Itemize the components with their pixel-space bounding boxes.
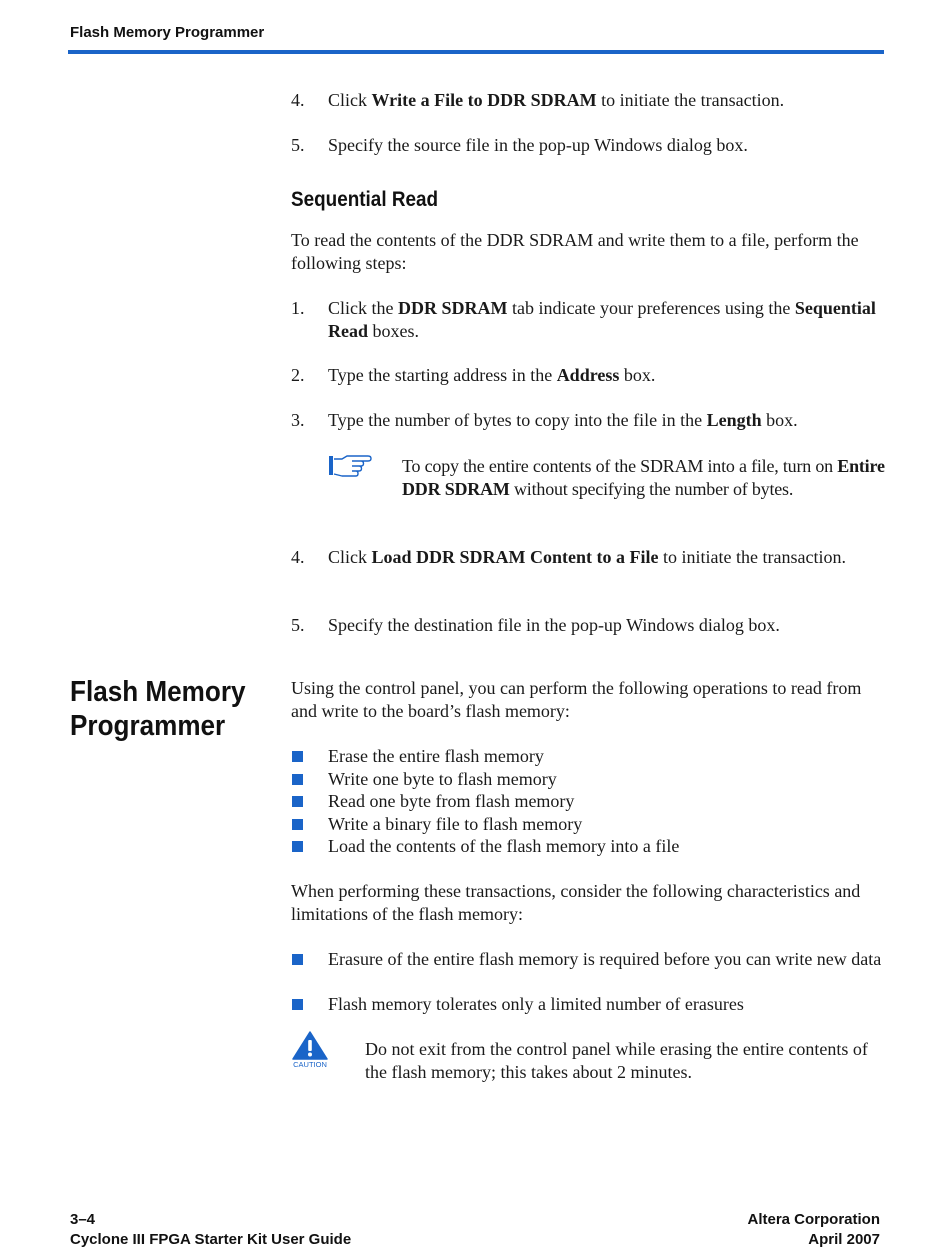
- list-item-text: Flash memory tolerates only a limited number of erasures: [328, 994, 744, 1014]
- list-item-text: Write one byte to flash memory: [328, 769, 557, 789]
- step-number: 2.: [291, 365, 305, 385]
- step-text: Specify the destination file in the pop-up Windows dialog box.: [328, 615, 780, 635]
- note-text-part: To copy the entire contents of the SDRAM into a file, turn on: [402, 456, 838, 476]
- step-text-part: Type the starting address in the: [328, 365, 557, 385]
- step-number: 1.: [291, 298, 305, 318]
- flash-intro: Using the control panel, you can perform the following operations to read from and write to the board’s flash memory:: [291, 678, 862, 721]
- footer-date: April 2007: [808, 1231, 880, 1248]
- section-heading-line: Flash Memory: [70, 676, 246, 708]
- step-bold-term: Write a File to DDR SDRAM: [371, 90, 597, 110]
- step-text: [328, 409, 888, 432]
- header-rule: [68, 50, 884, 54]
- step-text-part: to initiate the transaction.: [596, 90, 785, 110]
- step-text: [328, 89, 888, 112]
- footer-page-number: 3–4: [70, 1211, 96, 1228]
- list-item-text: Erase the entire flash memory: [328, 746, 544, 766]
- bullet-square-icon: [292, 751, 303, 762]
- bullet-square-icon: [292, 819, 303, 830]
- footer-left: [70, 1210, 351, 1250]
- section-heading: [70, 675, 259, 743]
- bullet-square-icon: [292, 954, 303, 965]
- footer-right: [747, 1210, 880, 1250]
- pointing-hand-icon: [328, 454, 372, 478]
- caution-text: Do not exit from the control panel while erasing the entire contents of the flash memory; this takes about 2 minutes.: [365, 1039, 868, 1082]
- step-number: 3.: [291, 410, 305, 430]
- step-text: [328, 364, 888, 387]
- step-number: 5.: [291, 615, 305, 635]
- bullet-square-icon: [292, 999, 303, 1010]
- step-text-part: Type the number of bytes to copy into the file in the: [328, 410, 707, 430]
- caution-label: CAUTION: [293, 1060, 327, 1069]
- list-item-text: Write a binary file to flash memory: [328, 814, 583, 834]
- step-number: 5.: [291, 135, 305, 155]
- step-text-part: boxes.: [368, 321, 419, 341]
- step-text-part: Click: [328, 90, 372, 110]
- step-text-part: Click: [328, 547, 372, 567]
- step-text-part: box.: [619, 365, 656, 385]
- step-text-part: box.: [761, 410, 798, 430]
- step-text-part: to initiate the transaction.: [658, 547, 846, 567]
- note-text-part: without specifying the number of bytes.: [509, 479, 794, 499]
- section-heading-line: Programmer: [70, 710, 226, 742]
- running-header-title: Flash Memory Programmer: [70, 24, 265, 41]
- bullet-square-icon: [292, 796, 303, 807]
- bullet-square-icon: [292, 774, 303, 785]
- step-bold-term: DDR SDRAM: [398, 298, 508, 318]
- list-item-text: Load the contents of the flash memory into a file: [328, 836, 680, 856]
- step-bold-term: Address: [556, 365, 620, 385]
- step-bold-term: Load DDR SDRAM Content to a File: [371, 547, 659, 567]
- footer-company: Altera Corporation: [747, 1211, 880, 1228]
- step-text-part: Click the: [328, 298, 398, 318]
- caution-icon: [291, 1031, 329, 1069]
- step-bold-term: Sequential Read: [328, 298, 876, 341]
- step-number: 4.: [291, 90, 305, 110]
- step-text: [328, 297, 888, 343]
- subsection-heading: Sequential Read: [291, 188, 439, 211]
- bullet-square-icon: [292, 841, 303, 852]
- footer-guide-title: Cyclone III FPGA Starter Kit User Guide: [70, 1231, 352, 1248]
- note-text: [402, 455, 887, 501]
- step-text: Specify the source file in the pop-up Windows dialog box.: [328, 135, 748, 155]
- step-text: [328, 546, 888, 569]
- sequential-read-intro: To read the contents of the DDR SDRAM and write them to a file, perform the following steps:: [291, 230, 859, 273]
- list-item-text: Erasure of the entire flash memory is required before you can write new data: [328, 949, 882, 969]
- step-bold-term: Length: [706, 410, 762, 430]
- note-bold-term: Entire DDR SDRAM: [402, 456, 885, 499]
- step-text-part: tab indicate your preferences using the: [507, 298, 795, 318]
- step-number: 4.: [291, 547, 305, 567]
- characteristics-intro: When performing these transactions, consider the following characteristics and limitations of the flash memory:: [291, 881, 861, 924]
- list-item-text: Read one byte from flash memory: [328, 791, 575, 811]
